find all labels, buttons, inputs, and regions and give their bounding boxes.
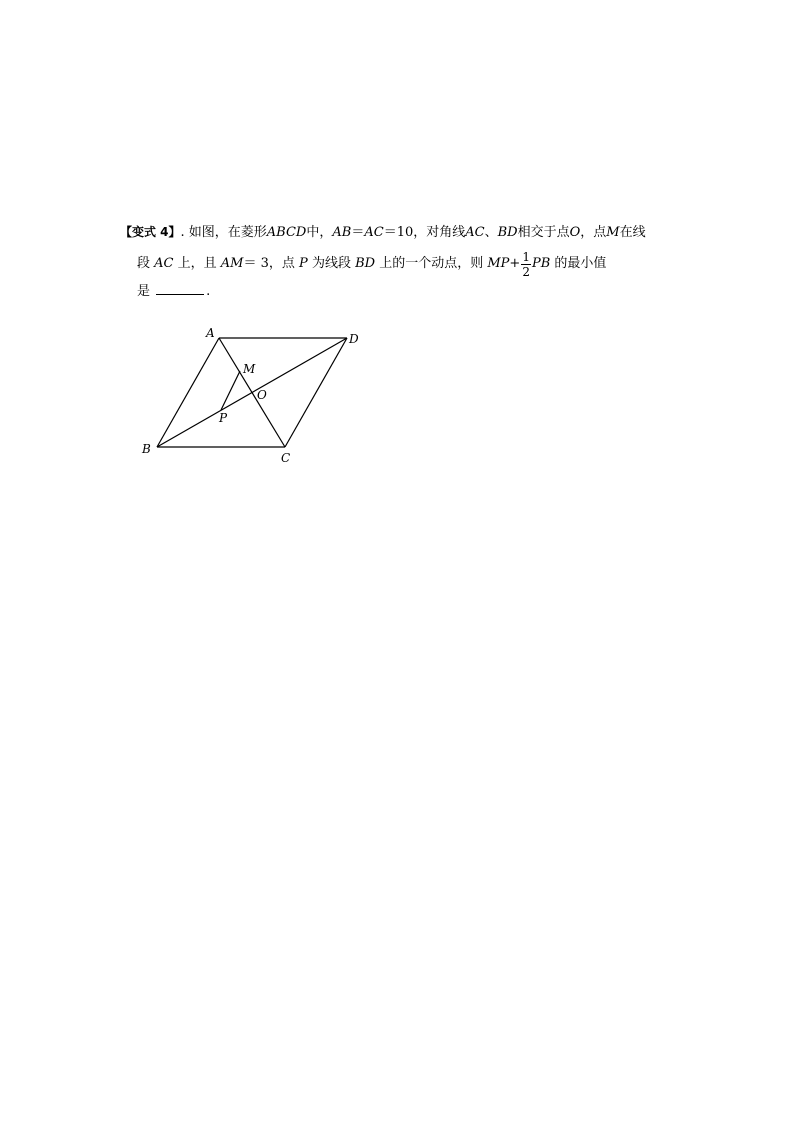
text-segment: ＝10，对角线	[383, 225, 466, 240]
math-segment: ABCD	[266, 225, 307, 240]
math-segment: M	[606, 225, 620, 240]
text-segment: 中，	[306, 225, 333, 240]
text-segment: .	[206, 284, 211, 299]
math-segment: BD	[355, 256, 376, 271]
rhombus-figure	[135, 322, 375, 467]
label-a: A	[206, 326, 215, 340]
math-segment: PB	[531, 256, 551, 271]
text-segment: 相交于点	[517, 225, 570, 240]
math-segment: BD	[497, 225, 518, 240]
text-segment: 上的一个动点，则	[379, 256, 484, 271]
math-segment: O	[569, 225, 581, 240]
problem-line-3	[120, 280, 680, 302]
text-segment: 为线段	[311, 256, 351, 271]
math-segment: AC	[154, 256, 174, 271]
text-segment: ＝ 3，点	[243, 256, 295, 271]
math-segment: AB	[332, 225, 352, 240]
fraction-one-half	[521, 250, 531, 279]
label-p: P	[219, 411, 228, 425]
problem-line-2	[120, 244, 680, 284]
text-segment: ＝	[351, 225, 365, 240]
label-o: O	[257, 388, 267, 402]
text-segment: 上，且	[177, 256, 217, 271]
text-segment: 、	[484, 225, 498, 240]
problem-statement	[120, 222, 680, 302]
fraction-numerator: 1	[522, 249, 530, 264]
math-segment: MP+	[487, 256, 521, 271]
label-d: D	[349, 332, 359, 346]
problem-line-1	[120, 222, 680, 244]
math-segment: AC	[465, 225, 485, 240]
diagonal-bd	[157, 338, 347, 447]
problem-tag: 【变式 4】	[120, 225, 181, 239]
text-segment: 在线	[619, 225, 646, 240]
fraction-denominator: 2	[522, 264, 530, 279]
side-cd	[285, 338, 347, 447]
label-m: M	[243, 362, 256, 376]
side-ab	[157, 338, 219, 447]
text-segment: . 如图，在菱形	[180, 225, 267, 240]
math-segment: AM	[220, 256, 244, 271]
label-c: C	[281, 451, 291, 465]
answer-blank[interactable]	[156, 280, 204, 295]
label-b: B	[142, 442, 151, 456]
text-segment: ，点	[580, 225, 607, 240]
text-segment: 段	[137, 256, 151, 271]
math-segment: P	[299, 256, 308, 271]
text-segment: 是	[137, 284, 151, 299]
text-segment: 的最小值	[554, 256, 607, 271]
math-segment: AC	[364, 225, 384, 240]
